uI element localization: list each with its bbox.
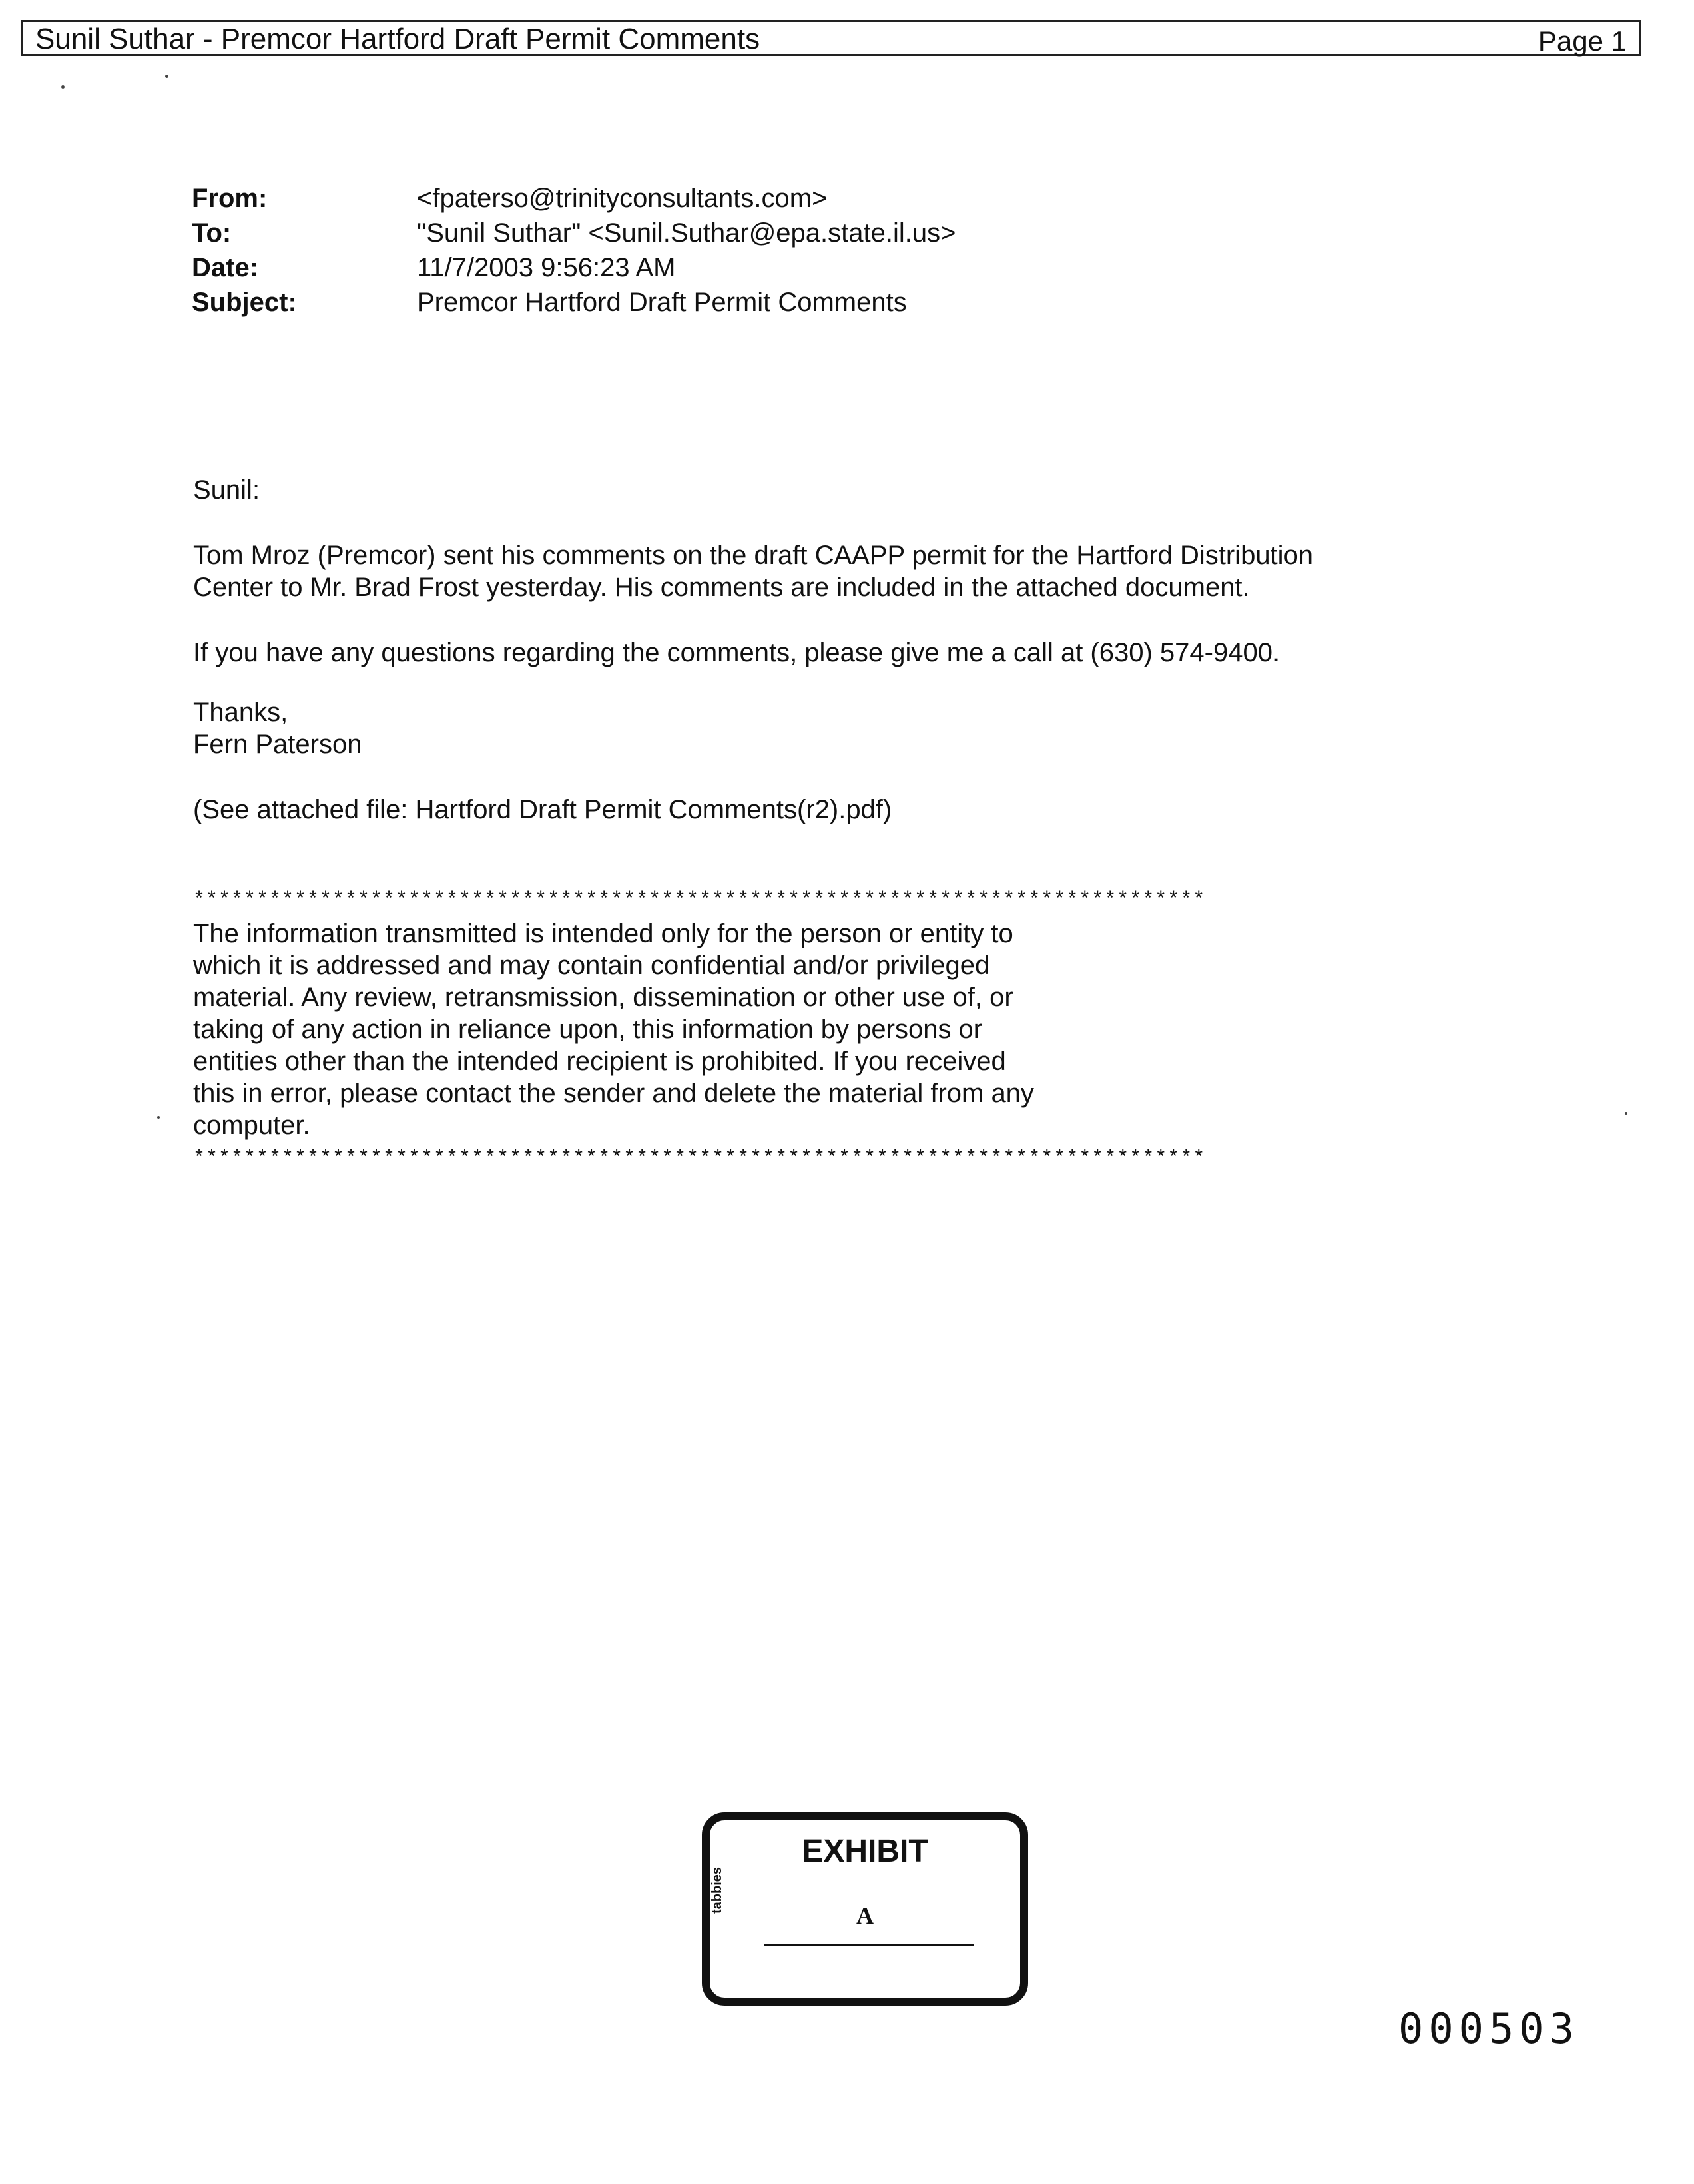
paragraph-1-line-2: Center to Mr. Brad Frost yesterday. His comments are included in the attached document.: [193, 573, 1250, 602]
confidentiality-disclaimer: [193, 918, 1034, 1141]
exhibit-title: EXHIBIT: [802, 1834, 928, 1869]
signature: Fern Paterson: [193, 730, 362, 759]
sticker-brand: tabbies: [710, 1866, 724, 1914]
from-value: <fpaterso@trinityconsultants.com>: [417, 184, 828, 213]
date-label: Date:: [192, 253, 259, 282]
disclaimer-line: entities other than the intended recipient is prohibited. If you received: [193, 1047, 1006, 1076]
header-title: Sunil Suthar - Premcor Hartford Draft Permit Comments: [35, 23, 760, 55]
disclaimer-bottom-rule: ********************************************************************************: [193, 1147, 1206, 1170]
to-label: To:: [192, 218, 232, 248]
disclaimer-line: which it is addressed and may contain confidential and/or privileged: [193, 951, 990, 980]
disclaimer-line: taking of any action in reliance upon, this information by persons or: [193, 1015, 983, 1044]
exhibit-letter: A: [856, 1902, 874, 1929]
disclaimer-line: computer.: [193, 1111, 310, 1140]
to-value: "Sunil Suthar" <Sunil.Suthar@epa.state.il.us>: [417, 218, 956, 248]
attachment-note: (See attached file: Hartford Draft Permit Comments(r2).pdf): [193, 795, 892, 824]
subject-value: Premcor Hartford Draft Permit Comments: [417, 288, 907, 317]
paragraph-1-line-1: Tom Mroz (Premcor) sent his comments on the draft CAAPP permit for the Hartford Distribution: [193, 541, 1314, 570]
scan-speck: [157, 1116, 160, 1119]
scan-speck: [61, 85, 65, 89]
page-number: Page 1: [1538, 25, 1627, 57]
scan-speck: [1625, 1112, 1627, 1115]
disclaimer-line: this in error, please contact the sender and delete the material from any: [193, 1079, 1034, 1108]
disclaimer-line: material. Any review, retransmission, dissemination or other use of, or: [193, 983, 1013, 1012]
disclaimer-line: The information transmitted is intended only for the person or entity to: [193, 919, 1013, 948]
scan-speck: [165, 75, 168, 78]
paragraph-2: If you have any questions regarding the comments, please give me a call at (630) 574-9400.: [193, 638, 1280, 667]
date-value: 11/7/2003 9:56:23 AM: [417, 253, 676, 282]
from-label: From:: [192, 184, 268, 213]
bates-number: 000503: [1398, 2004, 1579, 2053]
greeting: Sunil:: [193, 475, 260, 505]
subject-label: Subject:: [192, 288, 297, 317]
exhibit-sticker: [702, 1812, 1028, 2006]
exhibit-underline: [764, 1944, 974, 1946]
closing: Thanks,: [193, 698, 288, 727]
print-header-bar: [21, 20, 1641, 56]
disclaimer-top-rule: ********************************************************************************: [193, 889, 1206, 912]
